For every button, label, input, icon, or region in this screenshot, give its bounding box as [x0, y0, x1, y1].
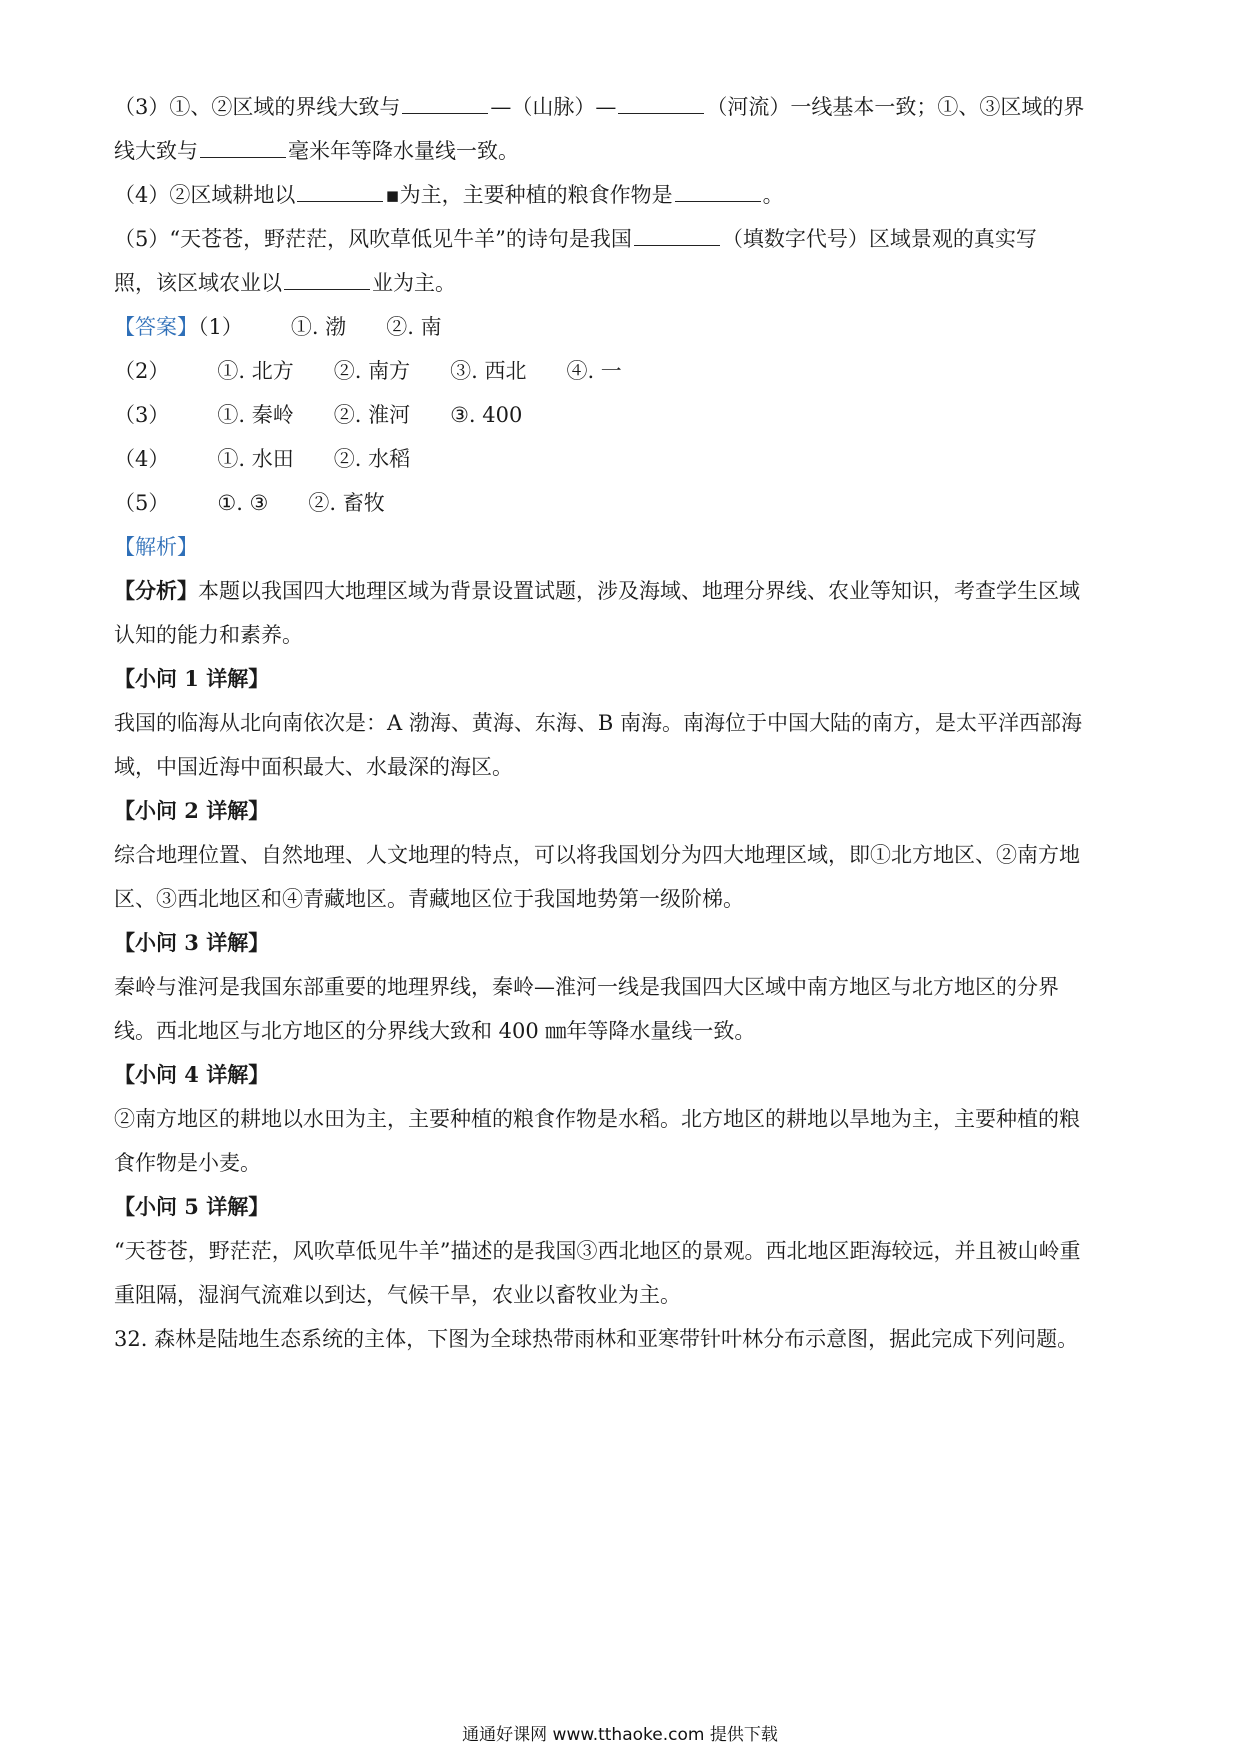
answer-blank[interactable]: [634, 225, 720, 246]
subquestion-1-text-1: 我国的临海从北向南依次是：A 渤海、黄海、东海、B 南海。南海位于中国大陆的南方，是太平洋西部海: [114, 711, 1082, 735]
subquestion-4-heading: 【小问 4 详解】: [114, 1062, 270, 1087]
subquestion-1-heading: 【小问 1 详解】: [114, 666, 270, 691]
subquestion-2-heading: 【小问 2 详解】: [114, 798, 270, 823]
q3-line-2: 线大致与 毫米年等降水量线一致。: [114, 139, 519, 163]
subquestion-5-heading: 【小问 5 详解】: [114, 1194, 270, 1219]
answer-row-4: （4） ①. 水田 ②. 水稻: [114, 447, 411, 471]
subquestion-4-text-1: ②南方地区的耕地以水田为主，主要种植的粮食作物是水稻。北方地区的耕地以旱地为主，主要种植的粮: [114, 1107, 1080, 1131]
subquestion-5-text-1: “天苍苍，野茫茫，风吹草低见牛羊”描述的是我国③西北地区的景观。西北地区距海较远，并且被山岭重: [114, 1239, 1081, 1263]
answer-blank[interactable]: [284, 269, 370, 290]
subquestion-3-heading: 【小问 3 详解】: [114, 930, 270, 955]
q5-line-2: 照，该区域农业以 业为主。: [114, 271, 456, 295]
analysis-tag: 【解析】: [114, 535, 198, 559]
answer-blank[interactable]: [200, 137, 286, 158]
answer-blank[interactable]: [402, 93, 488, 114]
question-32: 32. 森林是陆地生态系统的主体，下图为全球热带雨林和亚寒带针叶林分布示意图，据此完成下列问题。: [114, 1327, 1079, 1351]
answer-tag: 【答案】: [114, 315, 198, 339]
answer-blank[interactable]: [675, 181, 761, 202]
answer-blank[interactable]: [297, 181, 383, 202]
answer-row-2: （2） ①. 北方 ②. 南方 ③. 西北 ④. 一: [114, 359, 622, 383]
q3-line-1: （3）①、②区域的界线大致与 —（山脉）— （河流）一线基本一致；①、③区域的界: [114, 95, 1085, 119]
subquestion-1-text-2: 域，中国近海中面积最大、水最深的海区。: [114, 755, 513, 779]
answer-row-1: 【答案】（1） ①. 渤 ②. 南: [114, 315, 442, 339]
subquestion-4-text-2: 食作物是小麦。: [114, 1151, 261, 1175]
analysis-fenxi-line-2: 认知的能力和素养。: [114, 623, 303, 647]
answer-row-3: （3） ①. 秦岭 ②. 淮河 ③. 400: [114, 403, 523, 427]
analysis-fenxi-line-1: 【分析】本题以我国四大地理区域为背景设置试题，涉及海域、地理分界线、农业等知识，考查学生区域: [114, 578, 1080, 603]
subquestion-3-text-1: 秦岭与淮河是我国东部重要的地理界线，秦岭—淮河一线是我国四大区域中南方地区与北方地区的分界: [114, 975, 1059, 999]
fenxi-label: 【分析】: [114, 578, 198, 603]
footer-credit: 通通好课网 www.tthaoke.com 提供下载: [462, 1725, 778, 1745]
subquestion-2-text-2: 区、③西北地区和④青藏地区。青藏地区位于我国地势第一级阶梯。: [114, 887, 744, 911]
answer-blank[interactable]: [618, 93, 704, 114]
subquestion-2-text-1: 综合地理位置、自然地理、人文地理的特点，可以将我国划分为四大地理区域，即①北方地区、②南方地: [114, 843, 1080, 867]
subquestion-5-text-2: 重阻隔，湿润气流难以到达，气候干旱，农业以畜牧业为主。: [114, 1283, 681, 1307]
subquestion-3-text-2: 线。西北地区与北方地区的分界线大致和 400 ㎜年等降水量线一致。: [114, 1019, 756, 1043]
q5-line-1: （5）“天苍苍，野茫茫，风吹草低见牛羊”的诗句是我国 （填数字代号）区域景观的真实写: [114, 227, 1037, 251]
answer-row-5: （5） ①. ③ ②. 畜牧: [114, 491, 385, 515]
q4-line: （4）②区域耕地以 ▪为主，主要种植的粮食作物是 。: [114, 183, 784, 207]
